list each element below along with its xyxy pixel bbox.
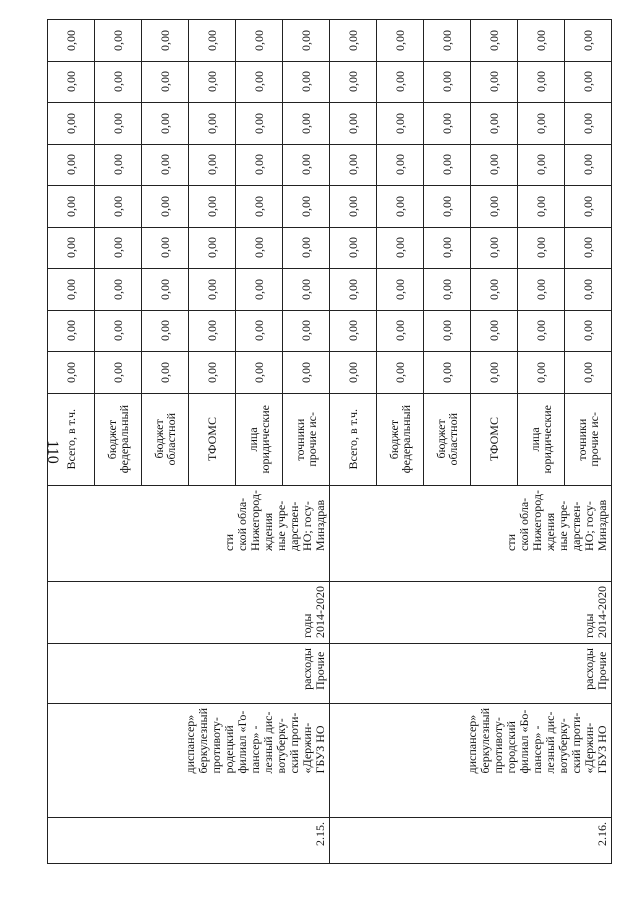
period-cell-text: 2014-2020 годы: [582, 585, 609, 638]
value-cell-text: 0,00: [580, 237, 595, 259]
expense-type-cell: [329, 643, 612, 704]
value-cell-text: 0,00: [251, 195, 266, 217]
value-cell: [47, 268, 95, 311]
value-cell-text: 0,00: [486, 112, 501, 134]
value-cell-text: 0,00: [251, 320, 266, 342]
value-cell-text: 0,00: [157, 29, 172, 51]
funding-source-cell: [376, 393, 424, 486]
value-cell: [188, 185, 236, 228]
value-cell-text: 0,00: [439, 237, 454, 259]
executor-cell-text: Минздрав НО; госу- дарствен- ные учре- ждения Нижегород- ской обла- сти: [504, 489, 609, 551]
value-cell-text: 0,00: [298, 112, 313, 134]
value-cell-text: 0,00: [486, 320, 501, 342]
value-cell-text: 0,00: [63, 320, 78, 342]
expense-type-cell: [47, 643, 330, 704]
value-cell: [517, 144, 565, 187]
value-cell-text: 0,00: [204, 361, 219, 383]
funding-source-cell-text: юридические лица: [528, 404, 554, 474]
value-cell-text: 0,00: [533, 71, 548, 93]
value-cell-text: 0,00: [204, 71, 219, 93]
value-cell-text: 0,00: [251, 71, 266, 93]
value-cell: [470, 268, 518, 311]
value-cell-text: 0,00: [63, 278, 78, 300]
value-cell-text: 0,00: [580, 361, 595, 383]
value-cell: [423, 61, 471, 104]
value-cell-text: 0,00: [298, 29, 313, 51]
value-cell: [141, 227, 189, 270]
value-cell-text: 0,00: [580, 29, 595, 51]
value-cell-text: 0,00: [298, 195, 313, 217]
value-cell-text: 0,00: [298, 361, 313, 383]
value-cell-text: 0,00: [392, 71, 407, 93]
value-cell-text: 0,00: [251, 154, 266, 176]
value-cell: [470, 144, 518, 187]
value-cell: [329, 144, 377, 187]
funding-source-cell-text: областной бюджет: [152, 412, 178, 466]
value-cell: [517, 61, 565, 104]
funding-source-cell: [329, 393, 377, 486]
value-cell: [376, 185, 424, 228]
value-cell: [235, 19, 283, 62]
value-cell-text: 0,00: [439, 112, 454, 134]
value-cell-text: 0,00: [533, 112, 548, 134]
value-cell: [94, 102, 142, 145]
value-cell-text: 0,00: [110, 278, 125, 300]
value-cell: [47, 19, 95, 62]
funding-source-cell-text: областной бюджет: [434, 412, 460, 466]
value-cell-text: 0,00: [251, 237, 266, 259]
value-cell-text: 0,00: [580, 71, 595, 93]
value-cell-text: 0,00: [110, 112, 125, 134]
value-cell-text: 0,00: [157, 278, 172, 300]
value-cell-text: 0,00: [486, 71, 501, 93]
value-cell: [141, 268, 189, 311]
value-cell-text: 0,00: [392, 237, 407, 259]
value-cell: [141, 310, 189, 353]
value-cell-text: 0,00: [486, 237, 501, 259]
value-cell: [517, 351, 565, 394]
value-cell: [188, 351, 236, 394]
value-cell: [564, 310, 612, 353]
value-cell: [564, 185, 612, 228]
value-cell-text: 0,00: [110, 71, 125, 93]
value-cell: [517, 19, 565, 62]
value-cell: [235, 351, 283, 394]
value-cell-text: 0,00: [345, 278, 360, 300]
value-cell: [470, 310, 518, 353]
value-cell-text: 0,00: [298, 71, 313, 93]
value-cell-text: 0,00: [345, 320, 360, 342]
value-cell-text: 0,00: [204, 112, 219, 134]
value-cell: [47, 310, 95, 353]
value-cell: [282, 102, 330, 145]
value-cell-text: 0,00: [533, 154, 548, 176]
value-cell: [141, 19, 189, 62]
value-cell: [564, 268, 612, 311]
value-cell: [423, 351, 471, 394]
value-cell: [47, 227, 95, 270]
value-cell: [282, 61, 330, 104]
value-cell: [282, 351, 330, 394]
value-cell-text: 0,00: [110, 320, 125, 342]
value-cell: [188, 102, 236, 145]
value-cell: [423, 102, 471, 145]
funding-source-cell: [282, 393, 330, 486]
value-cell-text: 0,00: [580, 195, 595, 217]
value-cell: [282, 268, 330, 311]
value-cell: [564, 227, 612, 270]
value-cell-text: 0,00: [486, 154, 501, 176]
value-cell: [47, 61, 95, 104]
value-cell-text: 0,00: [63, 29, 78, 51]
value-cell: [423, 19, 471, 62]
budget-table: [48, 20, 612, 864]
item-number-cell-text: 2.16.: [595, 821, 609, 846]
value-cell: [188, 61, 236, 104]
value-cell: [282, 144, 330, 187]
value-cell: [94, 351, 142, 394]
value-cell-text: 0,00: [204, 320, 219, 342]
value-cell: [423, 268, 471, 311]
value-cell: [376, 61, 424, 104]
value-cell: [564, 19, 612, 62]
value-cell: [47, 351, 95, 394]
value-cell: [188, 227, 236, 270]
value-cell: [141, 351, 189, 394]
value-cell-text: 0,00: [486, 29, 501, 51]
value-cell-text: 0,00: [533, 29, 548, 51]
value-cell: [564, 144, 612, 187]
page-number: 110: [44, 440, 61, 464]
value-cell-text: 0,00: [63, 361, 78, 383]
period-cell-text: 2014-2020 годы: [300, 585, 327, 638]
value-cell-text: 0,00: [63, 112, 78, 134]
value-cell-text: 0,00: [204, 195, 219, 217]
value-cell-text: 0,00: [63, 195, 78, 217]
funding-source-cell-text: ТФОМС: [487, 416, 501, 462]
executor-cell: [329, 485, 612, 582]
value-cell: [329, 351, 377, 394]
value-cell-text: 0,00: [157, 195, 172, 217]
value-cell-text: 0,00: [533, 361, 548, 383]
value-cell-text: 0,00: [204, 237, 219, 259]
value-cell: [470, 61, 518, 104]
value-cell-text: 0,00: [392, 154, 407, 176]
value-cell-text: 0,00: [392, 195, 407, 217]
value-cell-text: 0,00: [298, 237, 313, 259]
value-cell: [141, 185, 189, 228]
value-cell: [423, 185, 471, 228]
institution-cell: [329, 703, 612, 818]
value-cell-text: 0,00: [157, 361, 172, 383]
value-cell-text: 0,00: [63, 154, 78, 176]
value-cell-text: 0,00: [580, 154, 595, 176]
value-cell-text: 0,00: [251, 112, 266, 134]
value-cell: [470, 19, 518, 62]
value-cell-text: 0,00: [439, 320, 454, 342]
value-cell: [141, 61, 189, 104]
value-cell-text: 0,00: [298, 320, 313, 342]
value-cell-text: 0,00: [533, 278, 548, 300]
value-cell-text: 0,00: [345, 71, 360, 93]
funding-source-cell: [470, 393, 518, 486]
value-cell: [329, 310, 377, 353]
value-cell: [282, 19, 330, 62]
value-cell: [376, 310, 424, 353]
period-cell: [329, 581, 612, 644]
value-cell-text: 0,00: [298, 154, 313, 176]
value-cell-text: 0,00: [63, 71, 78, 93]
value-cell-text: 0,00: [110, 195, 125, 217]
value-cell-text: 0,00: [298, 278, 313, 300]
value-cell-text: 0,00: [486, 278, 501, 300]
funding-source-cell-text: прочие ис- точники: [575, 411, 601, 467]
value-cell: [282, 227, 330, 270]
value-cell-text: 0,00: [392, 29, 407, 51]
value-cell: [470, 102, 518, 145]
funding-source-cell-text: Всего, в т.ч.: [64, 408, 78, 470]
value-cell-text: 0,00: [439, 278, 454, 300]
value-cell: [94, 61, 142, 104]
value-cell-text: 0,00: [439, 195, 454, 217]
value-cell: [470, 351, 518, 394]
value-cell: [235, 227, 283, 270]
value-cell: [376, 227, 424, 270]
value-cell: [141, 102, 189, 145]
value-cell: [376, 102, 424, 145]
value-cell: [329, 61, 377, 104]
value-cell: [470, 185, 518, 228]
value-cell: [517, 102, 565, 145]
value-cell: [188, 19, 236, 62]
funding-source-cell-text: ТФОМС: [205, 416, 219, 462]
value-cell-text: 0,00: [110, 154, 125, 176]
value-cell-text: 0,00: [580, 320, 595, 342]
value-cell: [376, 19, 424, 62]
value-cell: [282, 185, 330, 228]
value-cell-text: 0,00: [439, 361, 454, 383]
funding-source-cell: [423, 393, 471, 486]
value-cell-text: 0,00: [157, 71, 172, 93]
funding-source-cell: [235, 393, 283, 486]
value-cell-text: 0,00: [110, 361, 125, 383]
funding-source-cell: [188, 393, 236, 486]
value-cell: [376, 144, 424, 187]
value-cell: [235, 310, 283, 353]
funding-source-cell: [564, 393, 612, 486]
executor-cell: [47, 485, 330, 582]
institution-cell-text: ГБУЗ НО «Держин- ский проти- вотуберку- лезный дис- пансер» - филиал «Го- родецкий противоту- беркулезный диспансер»: [183, 707, 327, 774]
value-cell-text: 0,00: [204, 29, 219, 51]
value-cell: [94, 144, 142, 187]
value-cell-text: 0,00: [392, 112, 407, 134]
value-cell: [517, 227, 565, 270]
value-cell: [235, 61, 283, 104]
value-cell: [517, 185, 565, 228]
item-number-cell: [329, 817, 612, 865]
value-cell: [376, 351, 424, 394]
value-cell: [423, 310, 471, 353]
value-cell-text: 0,00: [392, 361, 407, 383]
institution-cell: [47, 703, 330, 818]
value-cell-text: 0,00: [251, 278, 266, 300]
value-cell: [423, 144, 471, 187]
value-cell-text: 0,00: [533, 195, 548, 217]
value-cell-text: 0,00: [157, 154, 172, 176]
funding-source-cell: [47, 393, 95, 486]
value-cell-text: 0,00: [157, 112, 172, 134]
value-cell: [564, 102, 612, 145]
value-cell: [47, 144, 95, 187]
value-cell-text: 0,00: [345, 237, 360, 259]
value-cell: [94, 227, 142, 270]
value-cell: [470, 227, 518, 270]
value-cell: [423, 227, 471, 270]
value-cell: [517, 268, 565, 311]
value-cell: [47, 185, 95, 228]
value-cell-text: 0,00: [392, 278, 407, 300]
value-cell: [47, 102, 95, 145]
value-cell: [329, 102, 377, 145]
value-cell-text: 0,00: [110, 237, 125, 259]
expense-type-cell-text: Прочие расходы: [582, 647, 609, 690]
value-cell: [564, 351, 612, 394]
value-cell-text: 0,00: [392, 320, 407, 342]
institution-cell-text: ГБУЗ НО «Держин- ский проти- вотуберку- лезный дис- пансер» - филиал «Бо- городский противоту- беркулезный диспансер»: [465, 707, 609, 774]
value-cell-text: 0,00: [63, 237, 78, 259]
value-cell-text: 0,00: [110, 29, 125, 51]
value-cell-text: 0,00: [251, 29, 266, 51]
value-cell: [329, 185, 377, 228]
value-cell-text: 0,00: [157, 237, 172, 259]
value-cell: [517, 310, 565, 353]
value-cell-text: 0,00: [439, 71, 454, 93]
value-cell: [329, 227, 377, 270]
value-cell: [94, 310, 142, 353]
value-cell: [141, 144, 189, 187]
value-cell: [282, 310, 330, 353]
value-cell-text: 0,00: [251, 361, 266, 383]
funding-source-cell: [517, 393, 565, 486]
value-cell-text: 0,00: [204, 154, 219, 176]
value-cell: [188, 310, 236, 353]
item-number-cell-text: 2.15.: [313, 821, 327, 846]
funding-source-cell: [94, 393, 142, 486]
value-cell: [188, 268, 236, 311]
value-cell-text: 0,00: [345, 154, 360, 176]
item-number-cell: [47, 817, 330, 865]
value-cell: [94, 185, 142, 228]
value-cell: [376, 268, 424, 311]
value-cell-text: 0,00: [533, 320, 548, 342]
funding-source-cell-text: федеральный бюджет: [387, 404, 413, 474]
funding-source-cell-text: федеральный бюджет: [105, 404, 131, 474]
value-cell: [94, 268, 142, 311]
value-cell-text: 0,00: [486, 195, 501, 217]
value-cell: [94, 19, 142, 62]
executor-cell-text: Минздрав НО; госу- дарствен- ные учре- ждения Нижегород- ской обла- сти: [222, 489, 327, 551]
funding-source-cell-text: юридические лица: [246, 404, 272, 474]
value-cell-text: 0,00: [157, 320, 172, 342]
value-cell: [188, 144, 236, 187]
value-cell-text: 0,00: [345, 195, 360, 217]
value-cell-text: 0,00: [345, 361, 360, 383]
value-cell-text: 0,00: [345, 112, 360, 134]
value-cell-text: 0,00: [533, 237, 548, 259]
value-cell-text: 0,00: [345, 29, 360, 51]
value-cell: [235, 185, 283, 228]
value-cell-text: 0,00: [204, 278, 219, 300]
value-cell-text: 0,00: [580, 278, 595, 300]
funding-source-cell-text: прочие ис- точники: [293, 411, 319, 467]
value-cell-text: 0,00: [439, 154, 454, 176]
value-cell: [235, 102, 283, 145]
period-cell: [47, 581, 330, 644]
value-cell: [564, 61, 612, 104]
value-cell-text: 0,00: [439, 29, 454, 51]
value-cell-text: 0,00: [580, 112, 595, 134]
expense-type-cell-text: Прочие расходы: [300, 647, 327, 690]
value-cell: [329, 19, 377, 62]
value-cell: [235, 268, 283, 311]
funding-source-cell: [141, 393, 189, 486]
funding-source-cell-text: Всего, в т.ч.: [346, 408, 360, 470]
value-cell: [329, 268, 377, 311]
value-cell: [235, 144, 283, 187]
value-cell-text: 0,00: [486, 361, 501, 383]
